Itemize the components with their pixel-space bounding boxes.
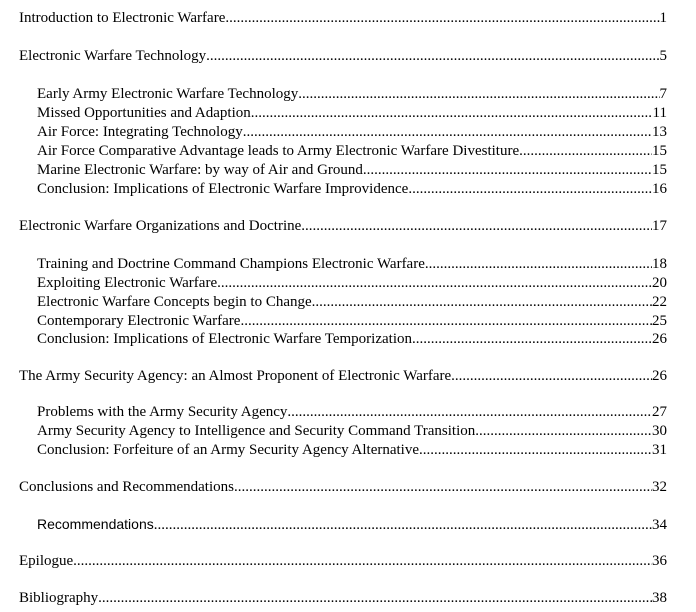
toc-subentry-air-force-advantage[interactable] [37, 142, 667, 160]
toc-entry-title: Army Security Agency to Intelligence and Security Command Transition [37, 423, 476, 439]
toc-entry-page: 18 [652, 256, 667, 272]
toc-subentry-recommendations[interactable] [37, 515, 667, 533]
toc-subentry-marine-ew[interactable] [37, 161, 667, 179]
dot-leader [287, 403, 652, 421]
dot-leader [225, 9, 659, 27]
toc-subentry-conclusion-temporization[interactable] [37, 330, 667, 348]
dot-leader [234, 478, 652, 496]
toc-entry-title: Training and Doctrine Command Champions Electronic Warfare [37, 256, 425, 272]
dot-leader [217, 274, 652, 292]
toc-entry-bibliography[interactable] [19, 589, 667, 607]
dot-leader [363, 161, 652, 179]
toc-entry-title: Electronic Warfare Organizations and Doctrine [19, 218, 302, 234]
toc-entry-army-security-agency[interactable] [19, 367, 667, 385]
toc-subentry-early-army-ew[interactable] [37, 85, 667, 103]
toc-entry-page: 11 [652, 105, 667, 121]
toc-entry-page: 34 [652, 517, 667, 533]
toc-entry-title: Bibliography [19, 590, 99, 606]
dot-leader [206, 47, 659, 65]
toc-entry-page: 26 [652, 331, 667, 347]
toc-entry-title: Conclusion: Implications of Electronic Warfare Improvidence [37, 181, 409, 197]
toc-entry-page: 38 [652, 590, 667, 606]
toc-subentry-ew-concepts-change[interactable] [37, 293, 667, 311]
dot-leader [419, 441, 652, 459]
dot-leader [298, 85, 659, 103]
toc-entry-title: Missed Opportunities and Adaption [37, 105, 251, 121]
toc-entry-page: 7 [659, 86, 667, 102]
toc-entry-page: 1 [659, 10, 667, 26]
dot-leader [312, 293, 652, 311]
toc-entry-page: 17 [652, 218, 667, 234]
toc-entry-page: 16 [652, 181, 667, 197]
toc-entry-title: Early Army Electronic Warfare Technology [37, 86, 299, 102]
dot-leader [451, 367, 652, 385]
dot-leader [240, 312, 652, 330]
toc-entry-title: The Army Security Agency: an Almost Proponent of Electronic Warfare [19, 368, 452, 384]
toc-subentry-air-force-integrating[interactable] [37, 123, 667, 141]
toc-entry-page: 36 [652, 553, 667, 569]
toc-subentry-contemporary-ew[interactable] [37, 312, 667, 330]
toc-entry-title: Contemporary Electronic Warfare [37, 313, 241, 329]
toc-entry-page: 25 [652, 313, 667, 329]
toc-entry-title: Conclusions and Recommendations [19, 479, 234, 495]
dot-leader [412, 330, 652, 348]
dot-leader [73, 552, 652, 570]
dot-leader [154, 516, 652, 533]
toc-entry-page: 5 [659, 48, 667, 64]
toc-entry-title: Conclusion: Implications of Electronic Warfare Temporization [37, 331, 412, 347]
dot-leader [475, 422, 652, 440]
toc-entry-page: 31 [652, 442, 667, 458]
toc-subentry-missed-opportunities[interactable] [37, 104, 667, 122]
toc-entry-title: Exploiting Electronic Warfare [37, 275, 218, 291]
toc-entry-page: 20 [652, 275, 667, 291]
toc-entry-title: Introduction to Electronic Warfare [19, 10, 226, 26]
toc-entry-epilogue[interactable] [19, 552, 667, 570]
toc-entry-title: Air Force Comparative Advantage leads to Army Electronic Warfare Divestiture [37, 143, 520, 159]
toc-subentry-conclusion-forfeiture[interactable] [37, 441, 667, 459]
toc-entry-ew-technology[interactable] [19, 47, 667, 65]
toc-entry-title: Air Force: Integrating Technology [37, 124, 243, 140]
toc-subentry-asa-inscom-transition[interactable] [37, 422, 667, 440]
dot-leader [98, 589, 652, 607]
toc-entry-title: Marine Electronic Warfare: by way of Air and Ground [37, 162, 363, 178]
toc-entry-conclusions[interactable] [19, 478, 667, 496]
toc-entry-title: Conclusion: Forfeiture of an Army Security Agency Alternative [37, 442, 420, 458]
toc-entry-title: Electronic Warfare Concepts begin to Change [37, 294, 312, 310]
toc-entry-title: Electronic Warfare Technology [19, 48, 207, 64]
dot-leader [251, 104, 653, 122]
toc-subentry-tradoc-champions[interactable] [37, 255, 667, 273]
toc-entry-page: 27 [652, 404, 667, 420]
dot-leader [301, 217, 652, 235]
toc-entry-page: 13 [652, 124, 667, 140]
toc-entry-title: Epilogue [19, 553, 74, 569]
toc-subentry-conclusion-improvidence[interactable] [37, 180, 667, 198]
toc-subentry-asa-problems[interactable] [37, 403, 667, 421]
toc-entry-title: Problems with the Army Security Agency [37, 404, 288, 420]
toc-entry-title: Recommendations [37, 516, 154, 532]
dot-leader [425, 255, 652, 273]
toc-entry-page: 32 [652, 479, 667, 495]
toc-entry-page: 15 [652, 162, 667, 178]
dot-leader [519, 142, 652, 160]
toc-entry-page: 26 [652, 368, 667, 384]
toc-subentry-exploiting-ew[interactable] [37, 274, 667, 292]
dot-leader [243, 123, 652, 141]
toc-entry-introduction[interactable] [19, 9, 667, 27]
toc-entry-ew-organizations[interactable] [19, 217, 667, 235]
dot-leader [408, 180, 652, 198]
toc-entry-page: 30 [652, 423, 667, 439]
toc-entry-page: 15 [652, 143, 667, 159]
toc-entry-page: 22 [652, 294, 667, 310]
